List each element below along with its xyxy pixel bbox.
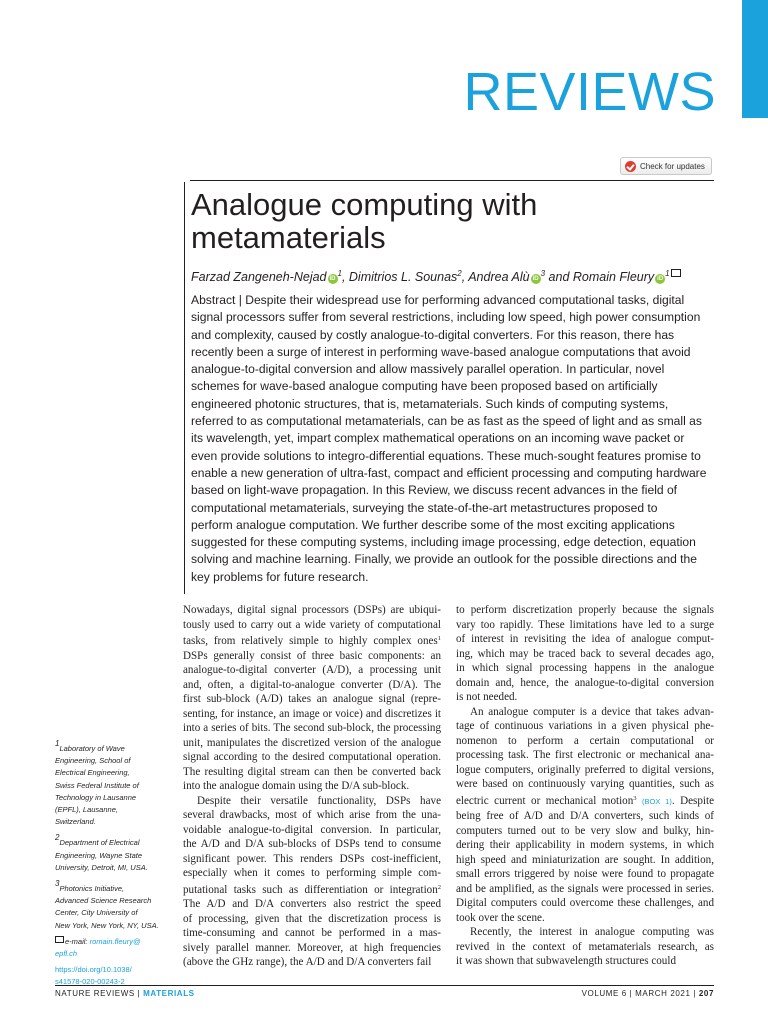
body-text-line	[183, 618, 441, 633]
body-text: The resulting digital stream can then be converted back	[183, 765, 441, 778]
body-text: An analogue computer is a device that takes advan-	[470, 705, 714, 718]
body-text-line	[456, 763, 714, 778]
affiliation-text: Advanced Science Research	[55, 896, 152, 906]
body-text: is not needed.	[456, 691, 518, 703]
body-text: DSPs generally consist of three basic components: an	[183, 649, 441, 662]
body-text: The A/D and D/A converters also restrict the speed	[183, 898, 441, 910]
crossmark-icon	[625, 161, 636, 172]
email-label: e-mail:	[65, 936, 90, 946]
affiliation-text: Photonics Initiative,	[59, 884, 125, 894]
affiliation-number: 3	[55, 879, 60, 889]
author-name[interactable]: Andrea Alù	[468, 270, 530, 284]
abstract-line: computational metamaterials, surveying the state-of-the-art metastructures proposed to	[191, 500, 658, 515]
body-text: it was shown that subwavelength structures could	[456, 955, 676, 967]
body-text: took over the scene.	[456, 911, 545, 924]
body-text: Digital computers could overcome these challenges, and	[456, 897, 714, 909]
body-text-line	[183, 779, 441, 794]
body-text-line	[456, 676, 714, 691]
body-column-1	[183, 603, 441, 970]
body-text: electric current or mechanical motion	[456, 794, 634, 807]
article-title	[191, 188, 711, 254]
body-text-line	[456, 838, 714, 853]
affiliation-2	[55, 832, 167, 874]
body-text-line	[456, 867, 714, 882]
affiliations-sidebar	[55, 738, 167, 993]
body-text-line	[456, 748, 714, 763]
email-link[interactable]: epfl.ch	[55, 949, 78, 959]
body-text-line	[456, 853, 714, 868]
box-reference-link[interactable]: (BOX 1)	[642, 796, 672, 806]
body-text: sively parallel manner. Moreover, at high frequencies	[183, 941, 441, 954]
footer-rule	[55, 985, 714, 986]
body-text-line	[183, 692, 441, 707]
body-text: Nowadays, digital signal processors (DSPs) are ubiqui-	[183, 604, 441, 616]
body-text-line	[183, 866, 441, 881]
affiliation-text: University, Detroit, MI, USA.	[55, 862, 148, 872]
journal-section: MATERIALS	[143, 989, 195, 998]
abstract-line: perform analogue computation. We further describe some of the most exciting applications	[191, 517, 675, 532]
body-text: significant power. This renders DSPs cost-inefficient,	[183, 852, 441, 865]
body-text-line	[183, 897, 441, 912]
orcid-icon[interactable]: iD	[532, 276, 539, 282]
correspondence-email	[55, 936, 167, 960]
body-text-line	[456, 809, 714, 824]
doi-link[interactable]: https://doi.org/10.1038/	[55, 965, 132, 975]
body-text-line	[456, 734, 714, 749]
author-separator: ,	[461, 270, 469, 284]
body-text-line	[456, 705, 714, 720]
body-text-line	[456, 618, 714, 633]
body-text: analogue-to-digital converter (A/D), a processing unit	[183, 664, 441, 676]
body-text-line	[456, 792, 714, 810]
body-text: . Despite	[671, 794, 715, 807]
email-link[interactable]: romain.fleury@	[89, 936, 141, 946]
body-text: in which signal processing happens in the analogue	[456, 662, 714, 674]
affiliation-number: 2	[55, 833, 60, 843]
body-text-line	[183, 632, 441, 649]
abstract-line: its wavelength, yet, impart complex mathematical operations on an incoming wave packet or	[191, 431, 685, 446]
body-text: revived in the context of metamaterials research, as	[456, 940, 714, 953]
body-text: domain and, hence, the analogue-to-digital conversion	[456, 676, 714, 689]
body-text: of interest in revisiting the idea of analogue comput-	[456, 633, 714, 645]
affiliation-text: New York, New York, NY, USA.	[55, 920, 159, 930]
abstract-line: and complexity, caused by costly analogue-to-digital converters. For this reason, there has	[191, 327, 675, 342]
citation-ref[interactable]: 3	[633, 794, 637, 802]
affiliation-text: Department of Electrical	[59, 838, 140, 848]
body-text: senting, for instance, an image or voice) and discretizes it	[183, 707, 441, 720]
body-text: into the analogue domain using the D/A sub-block.	[183, 780, 410, 792]
body-text: of processing, given that the discretization process is	[183, 912, 441, 925]
body-text-line	[456, 896, 714, 911]
body-text: tage of continuous variations in a given physical phe-	[456, 720, 714, 732]
citation-ref[interactable]: 2	[437, 883, 441, 891]
body-text: processing task. The first electronic or mechanical ana-	[456, 749, 714, 761]
body-text-line	[456, 954, 714, 969]
orcid-icon[interactable]: iD	[657, 276, 664, 282]
orcid-icon[interactable]: iD	[329, 276, 336, 282]
affiliation-text: Technology in Lausanne	[55, 792, 137, 802]
body-text: the A/D and D/A sub-blocks of DSPs tend to consume	[183, 838, 441, 850]
abstract-line: key problems for future research.	[191, 569, 369, 584]
body-text-line	[183, 837, 441, 852]
body-text: computers turned out to be very slow and bulky, hin-	[456, 824, 714, 837]
body-text-line	[456, 661, 714, 676]
body-text: dering their applicability in modern systems, in which	[456, 839, 714, 851]
journal-name: NATURE REVIEWS |	[55, 989, 144, 998]
body-text-line	[456, 603, 714, 618]
title-top-rule	[190, 180, 714, 181]
body-text-line	[183, 721, 441, 736]
body-text-line	[456, 632, 714, 647]
author-separator: and	[545, 270, 573, 284]
abstract	[191, 292, 715, 586]
abstract-line: solving and machine learning. Finally, we provide an outlook for the possible directions and the	[191, 552, 697, 567]
body-text-line	[183, 941, 441, 956]
body-text: voidable analogue-to-digital conversion. In particular,	[183, 823, 441, 836]
body-text-line	[456, 824, 714, 839]
body-text: signal according to the desired computational operation.	[183, 751, 441, 763]
body-text: high speed and miniaturization are sought. In addition,	[456, 853, 714, 866]
affiliation-number: 1	[55, 739, 60, 748]
title-line-1: Analogue computing with	[191, 187, 538, 222]
body-text-line	[456, 940, 714, 955]
body-text-line	[183, 955, 441, 970]
body-text-line	[183, 881, 441, 898]
abstract-line: Abstract | Despite their widespread use for performing advanced computational tasks, digital	[191, 293, 685, 307]
body-text: and be amplified, as the signals were processed in series.	[456, 882, 714, 895]
body-text-line	[183, 649, 441, 664]
abstract-line: referred to as computational metamaterials, can be as fast as the speed of light and as small as	[191, 414, 702, 429]
affiliation-text: Engineering, School of	[55, 756, 131, 766]
body-text-line	[183, 765, 441, 780]
section-tab-marker	[742, 0, 768, 118]
body-text: putational tasks such as differentiation or integration	[183, 883, 438, 896]
author-affiliation-sup: 1	[337, 269, 342, 278]
footer-journal	[55, 989, 195, 998]
author-list	[191, 265, 721, 286]
body-text: tously used to carry out a wide variety of computational	[183, 618, 441, 631]
body-text-line	[183, 808, 441, 823]
body-text: especially when it comes to performing simple com-	[183, 867, 441, 879]
body-text-line	[456, 719, 714, 734]
body-column-2	[456, 603, 714, 969]
body-text-line	[183, 823, 441, 838]
body-text: being free of A/D and D/A converters, such kinds of	[456, 810, 714, 822]
page-number: 207	[698, 989, 714, 998]
body-text: time-consuming and cannot be performed in a mas-	[183, 927, 441, 939]
doi-link[interactable]: s41578-020-00243-2	[55, 977, 125, 987]
body-text-line	[183, 926, 441, 941]
affiliation-3	[55, 878, 167, 932]
body-text: Despite their versatile functionality, DSPs have	[197, 794, 441, 807]
affiliation-text: Swiss Federal Institute of	[55, 780, 139, 790]
affiliation-text: Center, City University of	[55, 908, 138, 918]
author-name[interactable]: Farzad Zangeneh-Nejad	[191, 270, 327, 284]
body-text-line	[183, 852, 441, 867]
abstract-line: recently been a surge of interest in performing wave-based analogue computations that avoid	[191, 344, 691, 359]
body-text: several drawbacks, most of which arise from the una-	[183, 809, 441, 821]
affiliation-1	[55, 738, 167, 828]
body-text: were based on continuously varying quantities, such as	[456, 778, 714, 790]
author-separator: ,	[341, 270, 349, 284]
footer-volume	[420, 989, 714, 998]
volume-info: VOLUME 6 | MARCH 2021 |	[581, 989, 699, 998]
citation-ref[interactable]: 1	[437, 635, 441, 642]
body-text-line	[183, 603, 441, 618]
abstract-line: suggested for these computing systems, including image processing, edge detection, equation	[191, 535, 696, 550]
affiliation-text: Electrical Engineering,	[55, 768, 130, 778]
body-text: Recently, the interest in analogue computing was	[470, 926, 714, 938]
affiliation-text: Laboratory of Wave	[59, 744, 125, 753]
body-text-line	[183, 750, 441, 765]
author-affiliation-sup: 3	[540, 269, 546, 278]
affiliation-text: Engineering, Wayne State	[55, 850, 143, 860]
title-line-2: metamaterials	[191, 220, 386, 255]
author-affiliation-sup: 1	[665, 269, 670, 278]
abstract-left-rule	[184, 182, 185, 594]
abstract-line: even provide solutions to integro-differential equations. These much-sought features promise to	[191, 448, 701, 463]
body-text: first sub-block (A/D) takes an analogue signal (repre-	[183, 693, 441, 705]
body-text-line	[456, 882, 714, 897]
check-for-updates-label: Check for updates	[640, 161, 705, 171]
email-icon	[55, 936, 64, 943]
body-text-line	[456, 777, 714, 792]
body-text: nomenon to perform a certain computational or	[456, 734, 714, 747]
email-icon[interactable]	[671, 269, 681, 277]
abstract-line: based on light-wave propagation. In this Review, we discuss recent advances in the field of	[191, 483, 678, 498]
body-text: tasks, from relatively simple to highly complex ones	[183, 635, 438, 647]
abstract-line: engineered photonic structures, that is, metamaterials. Such kinds of computing systems,	[191, 396, 669, 411]
abstract-line: schemes for wave-based analogue computing have been proposed based on artificially	[191, 379, 658, 394]
check-for-updates-button[interactable]	[620, 157, 712, 175]
body-text: to perform discretization properly because the signals	[456, 604, 714, 616]
author-affiliation-sup: 2	[457, 269, 462, 278]
body-text-line	[456, 690, 714, 705]
body-text-line	[183, 707, 441, 722]
body-text: into a series of bits. The second sub-block, the processing	[183, 722, 441, 734]
body-text: (above the GHz range), the A/D and D/A converters fail	[183, 956, 432, 968]
abstract-line: signal processors suffer from several restrictions, including low speed, high power consumption	[191, 310, 701, 325]
body-text-line	[183, 912, 441, 927]
affiliation-text: (EPFL), Lausanne,	[55, 805, 118, 815]
body-text: logue computers, originally preferred to digital versions,	[456, 763, 714, 776]
body-text: unit, manipulates the discretized version of the analogue	[183, 736, 441, 749]
abstract-line: enable a new generation of ultra-fast, compact and efficient processing and computing hardware	[191, 465, 707, 480]
author-name[interactable]: Romain Fleury	[572, 270, 655, 284]
abstract-line: analogue-to-digital conversion and allow massively parallel operation. In particular, novel	[191, 362, 665, 377]
body-text-line	[456, 911, 714, 926]
body-text-line	[183, 678, 441, 693]
body-text-line	[183, 794, 441, 809]
body-text-line	[183, 663, 441, 678]
body-text-line	[183, 736, 441, 751]
body-text: small errors triggered by noise were found to propagate	[456, 868, 714, 880]
body-text-line	[456, 925, 714, 940]
body-text-line	[456, 647, 714, 662]
affiliation-text: Switzerland.	[55, 817, 96, 827]
body-text: ing, which may be traced back to several decades ago,	[456, 647, 714, 660]
author-name[interactable]: Dimitrios L. Sounas	[348, 270, 458, 284]
section-label: REVIEWS	[463, 62, 716, 122]
body-text: and, often, a digital-to-analogue converter (D/A). The	[183, 678, 441, 691]
body-text: vary too rapidly. These limitations have led to a surge	[456, 618, 714, 631]
